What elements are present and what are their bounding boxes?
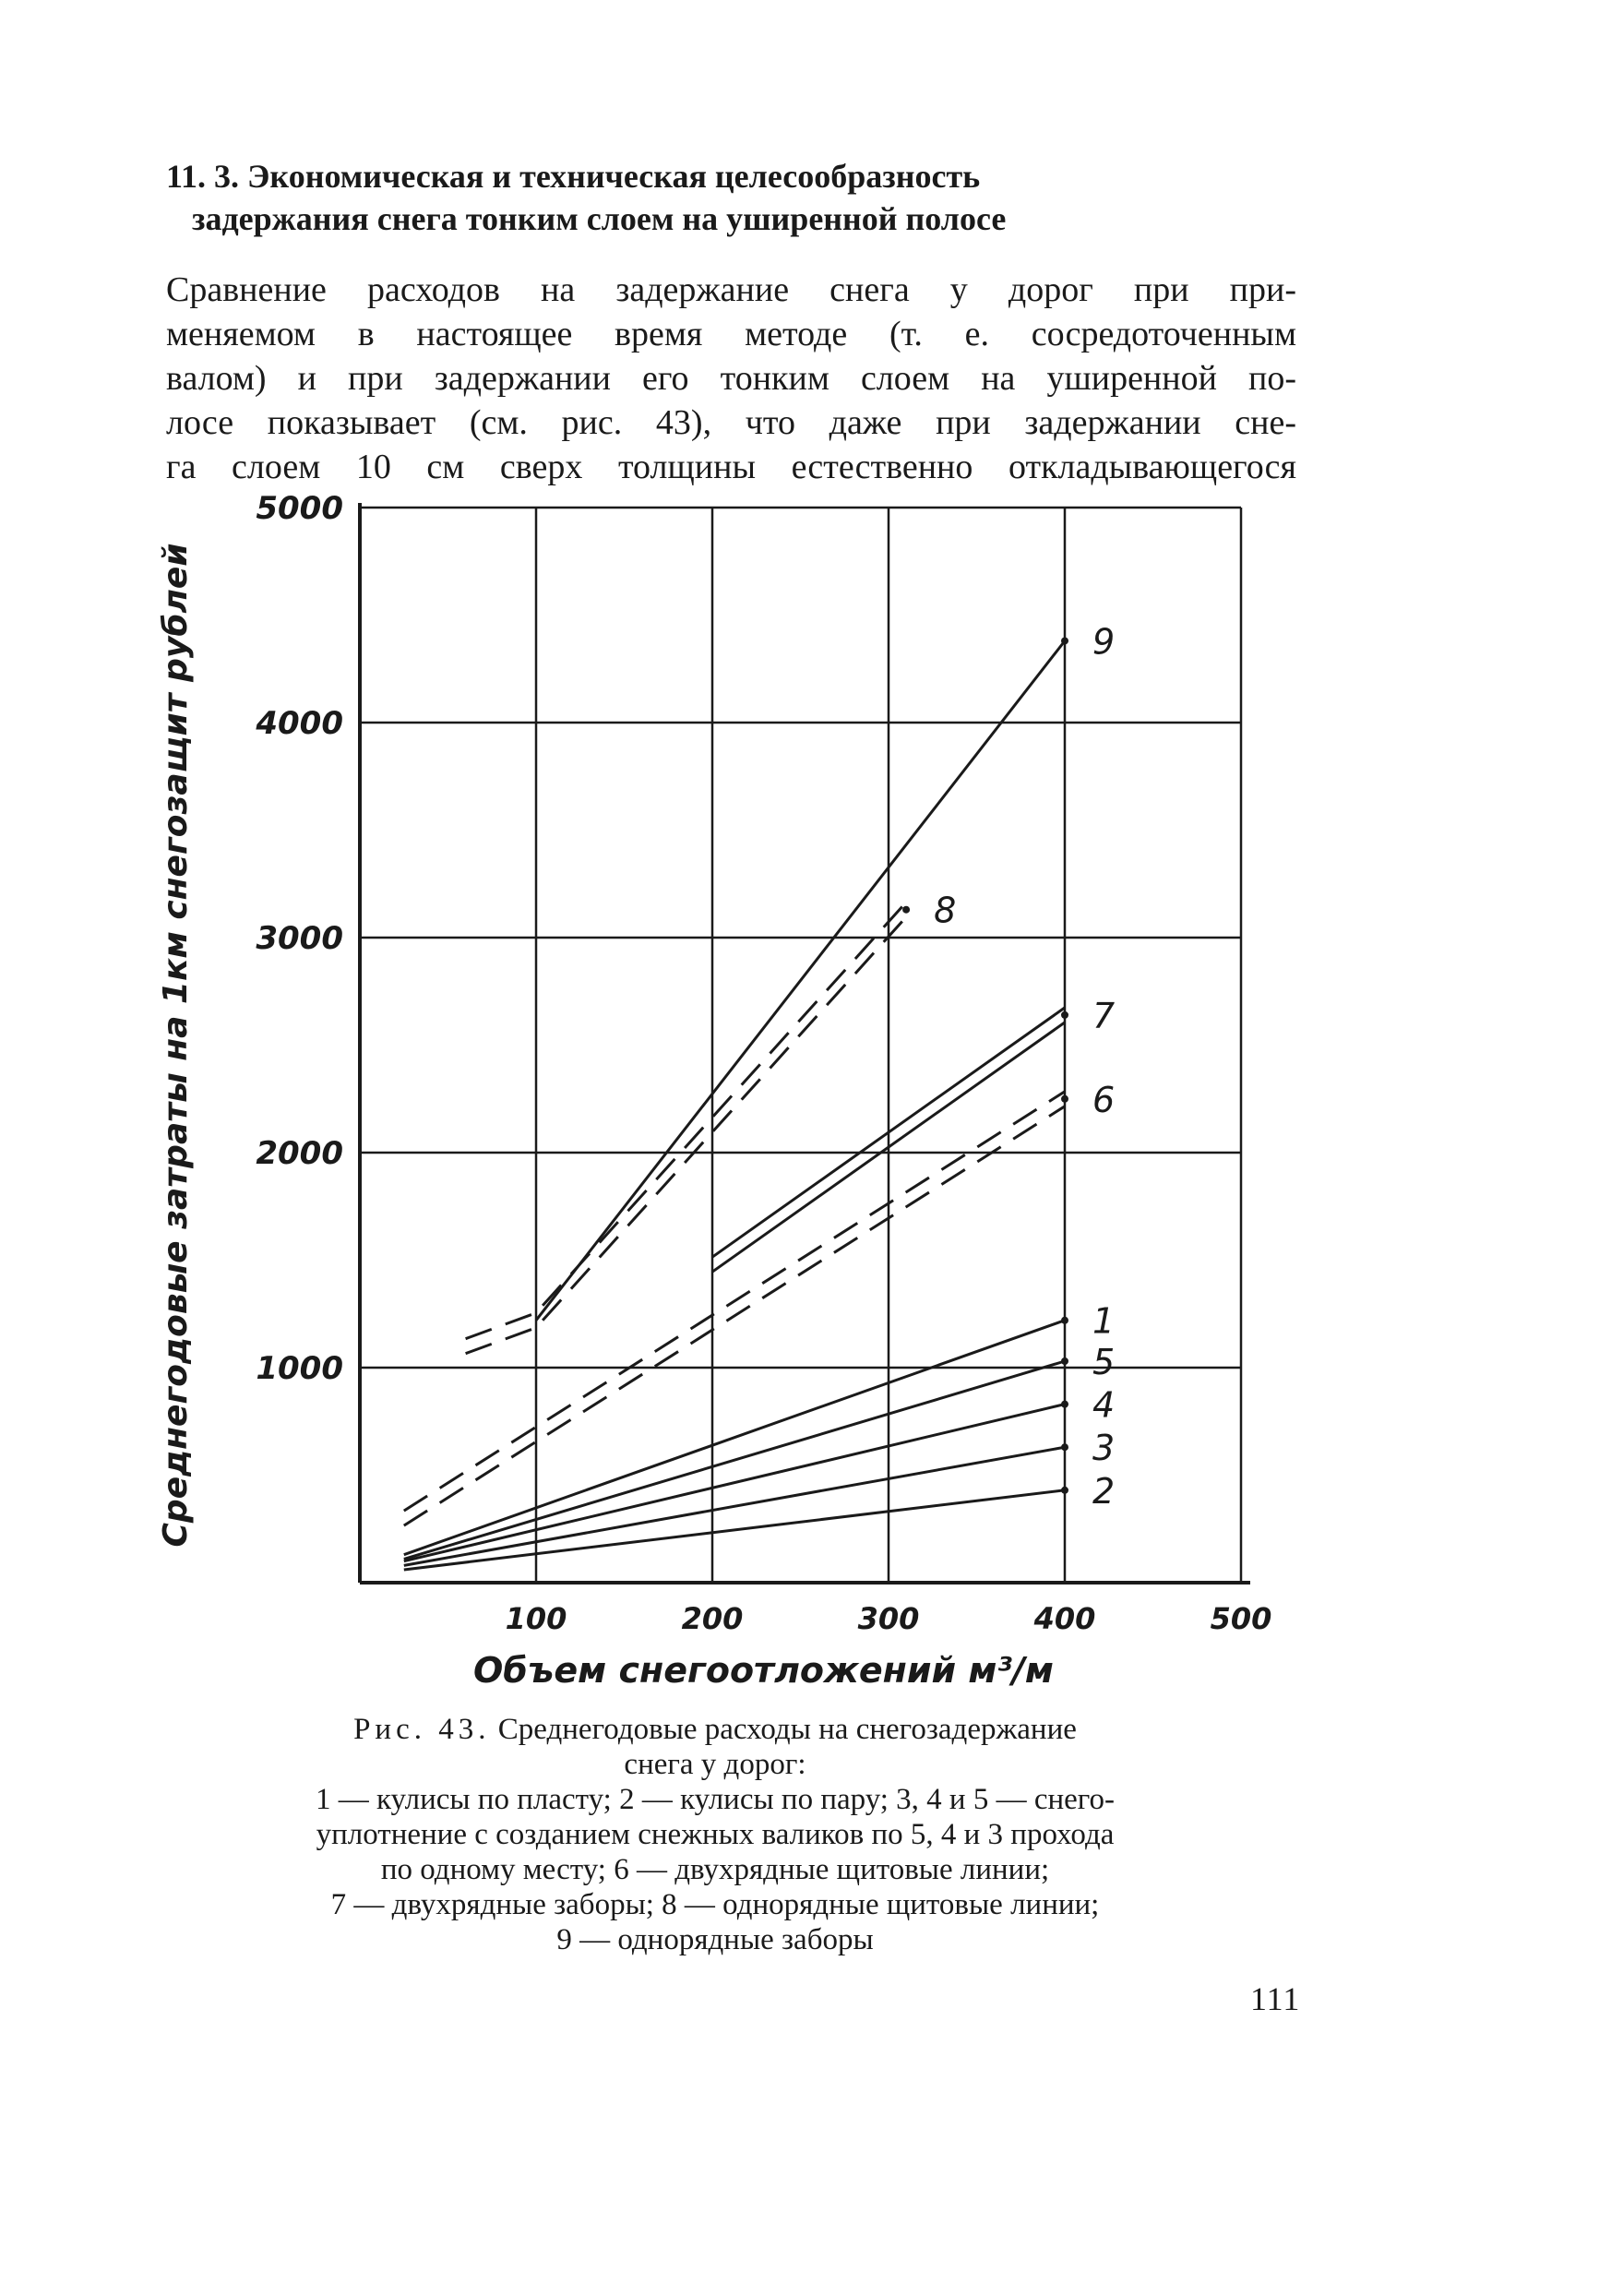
- x-tick-label: 400: [1033, 1601, 1096, 1636]
- caption-title: [138, 1712, 1292, 1747]
- series-5-point: [1061, 1357, 1068, 1365]
- paragraph-line: меняемом в настоящее время методе (т. е. сосредоточенным: [166, 315, 1296, 353]
- series-1-line: [404, 1321, 1065, 1555]
- caption-line: 9 — однорядные заборы: [556, 1923, 874, 1956]
- figure-caption: [138, 1712, 1292, 1957]
- series-8-line: [466, 917, 906, 1354]
- series-8-line: [466, 903, 906, 1339]
- y-tick-label: 5000: [256, 490, 343, 527]
- x-tick-label: 300: [857, 1601, 920, 1636]
- caption-label: Рис. 43.: [353, 1713, 491, 1746]
- series-7-label: 7: [1092, 995, 1116, 1036]
- series-3-line: [404, 1447, 1065, 1565]
- caption-title-line-2: снега у дорог:: [624, 1748, 806, 1781]
- caption-line: 1 — кулисы по пласту; 2 — кулисы по пару; 3, 4 и 5 — снего-: [315, 1783, 1115, 1816]
- x-axis-label: Объем снегоотложений м³/м: [472, 1650, 1055, 1691]
- caption-line: 7 — двухрядные заборы; 8 — однорядные щитовые линии;: [330, 1888, 1100, 1921]
- series-2-point: [1061, 1487, 1068, 1494]
- series-9-point: [1061, 637, 1068, 644]
- series-9-line: [536, 641, 1065, 1321]
- y-axis-label: Среднегодовые затраты на 1км снегозащит рублей: [157, 543, 195, 1548]
- section-heading-line-1: 11. 3. Экономическая и техническая целесообразность: [166, 158, 981, 195]
- series-6-line: [404, 1106, 1065, 1525]
- series-1-label: 1: [1092, 1300, 1116, 1342]
- figure-43: [138, 489, 1292, 1707]
- x-tick-label: 500: [1210, 1601, 1272, 1636]
- y-tick-label: 2000: [256, 1135, 343, 1172]
- series-8-point: [902, 906, 910, 914]
- series-6-line: [404, 1092, 1065, 1511]
- series-3-point: [1061, 1443, 1068, 1451]
- series-5-label: 5: [1092, 1342, 1116, 1383]
- caption-line: уплотнение с созданием снежных валиков по 5, 4 и 3 прохода: [316, 1818, 1115, 1851]
- caption-line: по одному месту; 6 — двухрядные щитовые линии;: [380, 1853, 1050, 1886]
- series-8-label: 8: [934, 890, 957, 931]
- paragraph-line: Сравнение расходов на задержание снега у дорог при при-: [166, 270, 1296, 309]
- body-paragraph: [166, 268, 1296, 489]
- series-4-label: 4: [1092, 1384, 1116, 1426]
- line-chart: [138, 489, 1292, 1707]
- series-6-label: 6: [1092, 1079, 1116, 1120]
- series-6-point: [1061, 1095, 1068, 1103]
- x-tick-label: 100: [505, 1601, 567, 1636]
- y-tick-label: 3000: [256, 920, 343, 957]
- paragraph-line: валом) и при задержании его тонким слоем на уширенной по-: [166, 359, 1296, 398]
- caption-title-line-1: Среднегодовые расходы на снегозадержание: [497, 1713, 1077, 1746]
- series-4-point: [1061, 1401, 1068, 1408]
- series-2-label: 2: [1092, 1470, 1116, 1512]
- section-heading: [166, 155, 1310, 240]
- section-heading-line-2: задержания снега тонким слоем на уширенной полосе: [192, 200, 1007, 237]
- series-4-line: [404, 1405, 1065, 1561]
- x-tick-label: 200: [681, 1601, 744, 1636]
- paragraph-line: га слоем 10 см сверх толщины естественно откладывающегося: [166, 448, 1296, 486]
- series-3-label: 3: [1092, 1428, 1116, 1469]
- series-7-point: [1061, 1011, 1068, 1019]
- series-9-label: 9: [1092, 621, 1116, 663]
- paragraph-line: лосе показывает (см. рис. 43), что даже при задержании сне-: [166, 403, 1296, 442]
- series-1-point: [1061, 1317, 1068, 1324]
- page-number: 111: [1250, 1980, 1301, 2017]
- y-tick-label: 4000: [256, 705, 343, 742]
- y-tick-label: 1000: [256, 1350, 343, 1387]
